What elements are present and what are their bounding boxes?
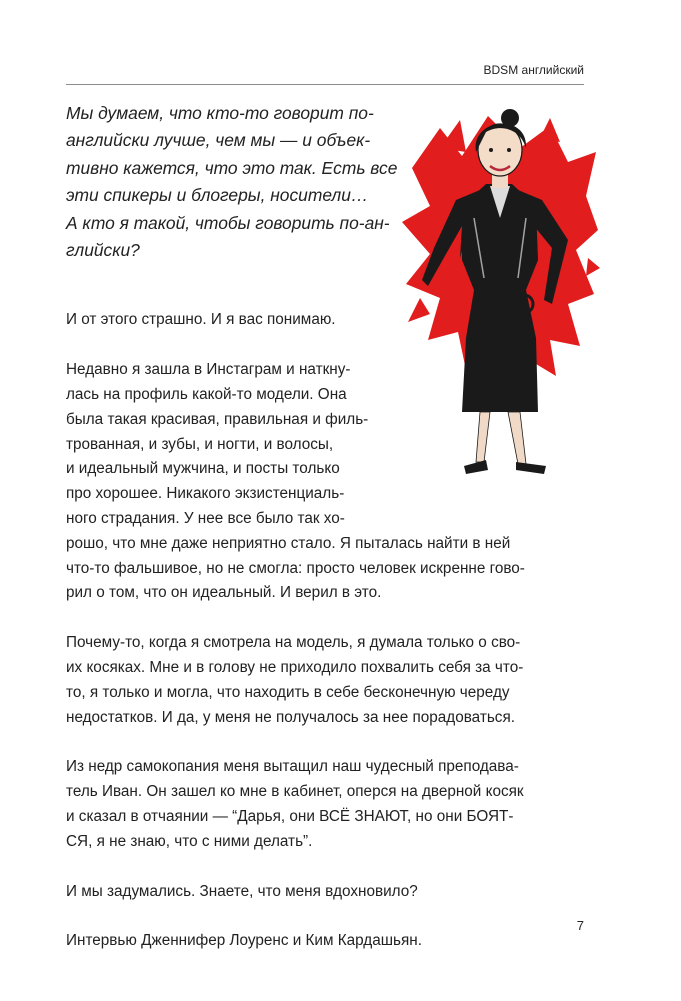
page-number: 7 [576,918,584,933]
epigraph-line: Мы думаем, что кто-то говорит по- [66,103,374,123]
paragraph-line: рил о том, что он идеальный. И верил в это. [66,584,382,602]
paragraph-inspired [66,880,584,905]
paragraph-line: рошо, что мне даже неприятно стало. Я пыталась найти в ней [66,534,511,552]
epigraph-line: эти спикеры и блогеры, носители… [66,185,369,206]
paragraph-line: И мы задумались. Знаете, что меня вдохновило? [66,882,418,900]
epigraph [66,100,396,264]
paragraph-line: СЯ, я не знаю, что с ними делать”. [66,832,313,850]
paragraph-line: лась на профиль какой-то модели. Она [66,386,347,404]
header-rule [66,84,584,85]
epigraph-line: английски лучше, чем мы — и объек- [66,130,371,151]
paragraph-line: их косяках. Мне и в голову не приходило похвалить себя за что- [66,659,524,676]
epigraph-line: глийски? [66,240,140,261]
paragraph-line: Из недр самокопания меня вытащил наш чудесный преподава- [66,758,519,776]
paragraph-instagram [66,358,584,606]
page-text [66,100,584,979]
running-head: BDSM английский [483,63,584,77]
paragraph-line: недостатков. И да, у меня не получалось за нее порадоваться. [66,708,515,726]
paragraph-line: Почему-то, когда я смотрела на модель, я думала только о сво- [66,634,521,652]
paragraph-line: то, я только и могла, что находить в себе бесконечную череду [66,683,510,701]
paragraph-ivan [66,755,584,854]
paragraph-line: Интервью Дженнифер Лоуренс и Ким Кардашьян. [66,932,422,950]
paragraph-interview [66,929,584,954]
paragraph-fear [66,308,584,333]
epigraph-line: А кто я такой, чтобы говорить по-ан- [66,212,390,233]
paragraph-line: тель Иван. Он зашел ко мне в кабинет, оперся на дверной косяк [66,783,524,801]
paragraph-line: И от этого страшно. И я вас понимаю. [66,311,336,329]
epigraph-line: тивно кажется, что это так. Есть все [66,157,398,178]
paragraph-line: была такая красивая, правильная и филь- [66,410,369,428]
paragraph-line: и сказал в отчаянии — “Дарья, они ВСЁ ЗНАЮТ, но они БОЯТ- [66,807,514,825]
paragraph-line: Недавно я зашла в Инстаграм и наткну- [66,361,351,379]
paragraph-line: про хорошее. Никакого экзистенциаль- [66,485,345,503]
paragraph-line: и идеальный мужчина, и посты только [66,460,340,478]
paragraph-line: ного страдания. У нее все было так хо- [66,510,345,528]
paragraph-line: что-то фальшивое, но не смогла: просто человек искренне гово- [66,559,525,577]
paragraph-model [66,631,584,730]
paragraph-line: трованная, и зубы, и ногти, и волосы, [66,435,334,453]
